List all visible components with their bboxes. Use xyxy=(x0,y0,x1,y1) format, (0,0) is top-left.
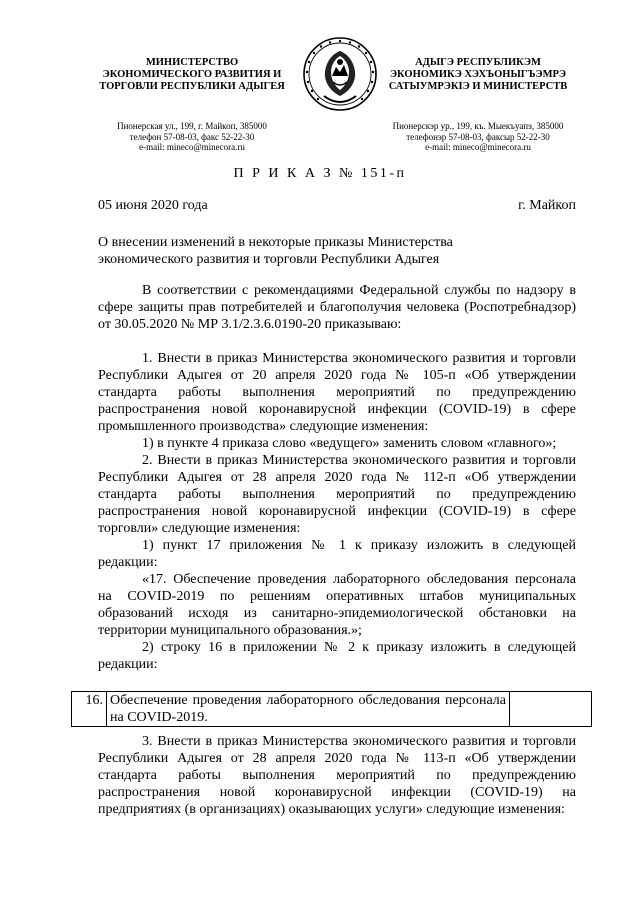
coat-of-arms-icon xyxy=(302,36,378,112)
phone-ru: телефон 57-08-03, факс 52-22-30 xyxy=(129,131,255,142)
header-right xyxy=(378,57,578,153)
order-date: 05 июня 2020 года xyxy=(98,198,208,213)
order-title: П Р И К А З № 151-п xyxy=(233,166,407,181)
order-items-continued xyxy=(98,733,576,818)
phone-ady: телефонэр 57-08-03, факсыр 52-22-30 xyxy=(406,131,550,142)
email-ady: e-mail: mineco@minecora.ru xyxy=(425,142,531,152)
order-items xyxy=(98,350,576,673)
ministry-name-ady: АДЫГЭ РЕСПУБЛИКЭМ ЭКОНОМИКЭ ХЭХЪОНЫГЪЭМРЭ САТЫУМРЭКІЭ И МИНИСТЕРСТВ xyxy=(388,57,568,92)
order-subject: О внесении изменений в некоторые приказы Министерства экономического развития и торговли Республики Адыгея xyxy=(98,235,453,267)
row-empty-cell xyxy=(510,692,592,727)
header-left xyxy=(92,57,292,153)
item-1: 1. Внести в приказ Министерства экономического развития и торговли Республики Адыгея от 20 апреля 2020 года № 105-п «Об утверждении стандарта работы выполнения мероприятий по предупреждению распространения новой коронавирусной инфекции (COVID-19) в сфере промышленного производства» следующие изменения: xyxy=(98,351,576,434)
date-line xyxy=(98,198,576,216)
contacts-ru xyxy=(92,121,292,153)
ministry-name-ru: МИНИСТЕРСТВО ЭКОНОМИЧЕСКОГО РАЗВИТИЯ И ТОРГОВЛИ РЕСПУБЛИКИ АДЫГЕЯ xyxy=(99,57,285,92)
order-city: г. Майкоп xyxy=(518,198,576,213)
amendment-table xyxy=(71,691,592,727)
address-ady: Пионерскэр ур., 199, къ. Мыекъуапэ, 385000 xyxy=(392,121,564,131)
item-2-sub-1: 1) пункт 17 приложения № 1 к приказу изложить в следующей редакции: xyxy=(98,538,576,570)
row-text: Обеспечение проведения лабораторного обследования персонала на COVID-2019. xyxy=(107,692,510,727)
item-2: 2. Внести в приказ Министерства экономического развития и торговли Республики Адыгея от 28 апреля 2020 года № 112-п «Об утверждении стандарта работы выполнения мероприятий по предупреждению распространения новой коронавирусной инфекции (COVID-19) в сфере торговли» следующие изменения: xyxy=(98,453,576,536)
contacts-ady xyxy=(378,121,578,153)
preamble: В соответствии с рекомендациями Федеральной службы по надзору в сфере защиты прав потребителей и благополучия человека (Роспотребнадзор) от 30.05.2020 № МР 3.1/2.3.6.0190-20 приказываю: xyxy=(98,283,576,332)
table-row xyxy=(72,692,592,727)
item-3: 3. Внести в приказ Министерства экономического развития и торговли Республики Адыгея от 28 апреля 2020 года № 113-п «Об утверждении стандарта работы выполнения мероприятий по предупреждению распространения новой коронавирусной инфекции (COVID-19) на предприятиях (в организациях) оказывающих услуги» следующие изменения: xyxy=(98,734,576,817)
item-2-sub-2: 2) строку 16 в приложении № 2 к приказу изложить в следующей редакции: xyxy=(98,640,576,672)
email-ru: e-mail: mineco@minecora.ru xyxy=(139,142,245,152)
row-number: 16. xyxy=(72,692,107,727)
item-1-sub-1: 1) в пункте 4 приказа слово «ведущего» заменить словом «главного»; xyxy=(142,436,557,451)
address-ru: Пионерская ул., 199, г. Майкоп, 385000 xyxy=(117,121,267,131)
item-2-quote: «17. Обеспечение проведения лабораторного обследования персонала на COVID-2019 по решениям оперативных штабов муниципальных образований исходя из санитарно-эпидемиологической обстановки на территории муниципального образования.»; xyxy=(98,572,576,638)
